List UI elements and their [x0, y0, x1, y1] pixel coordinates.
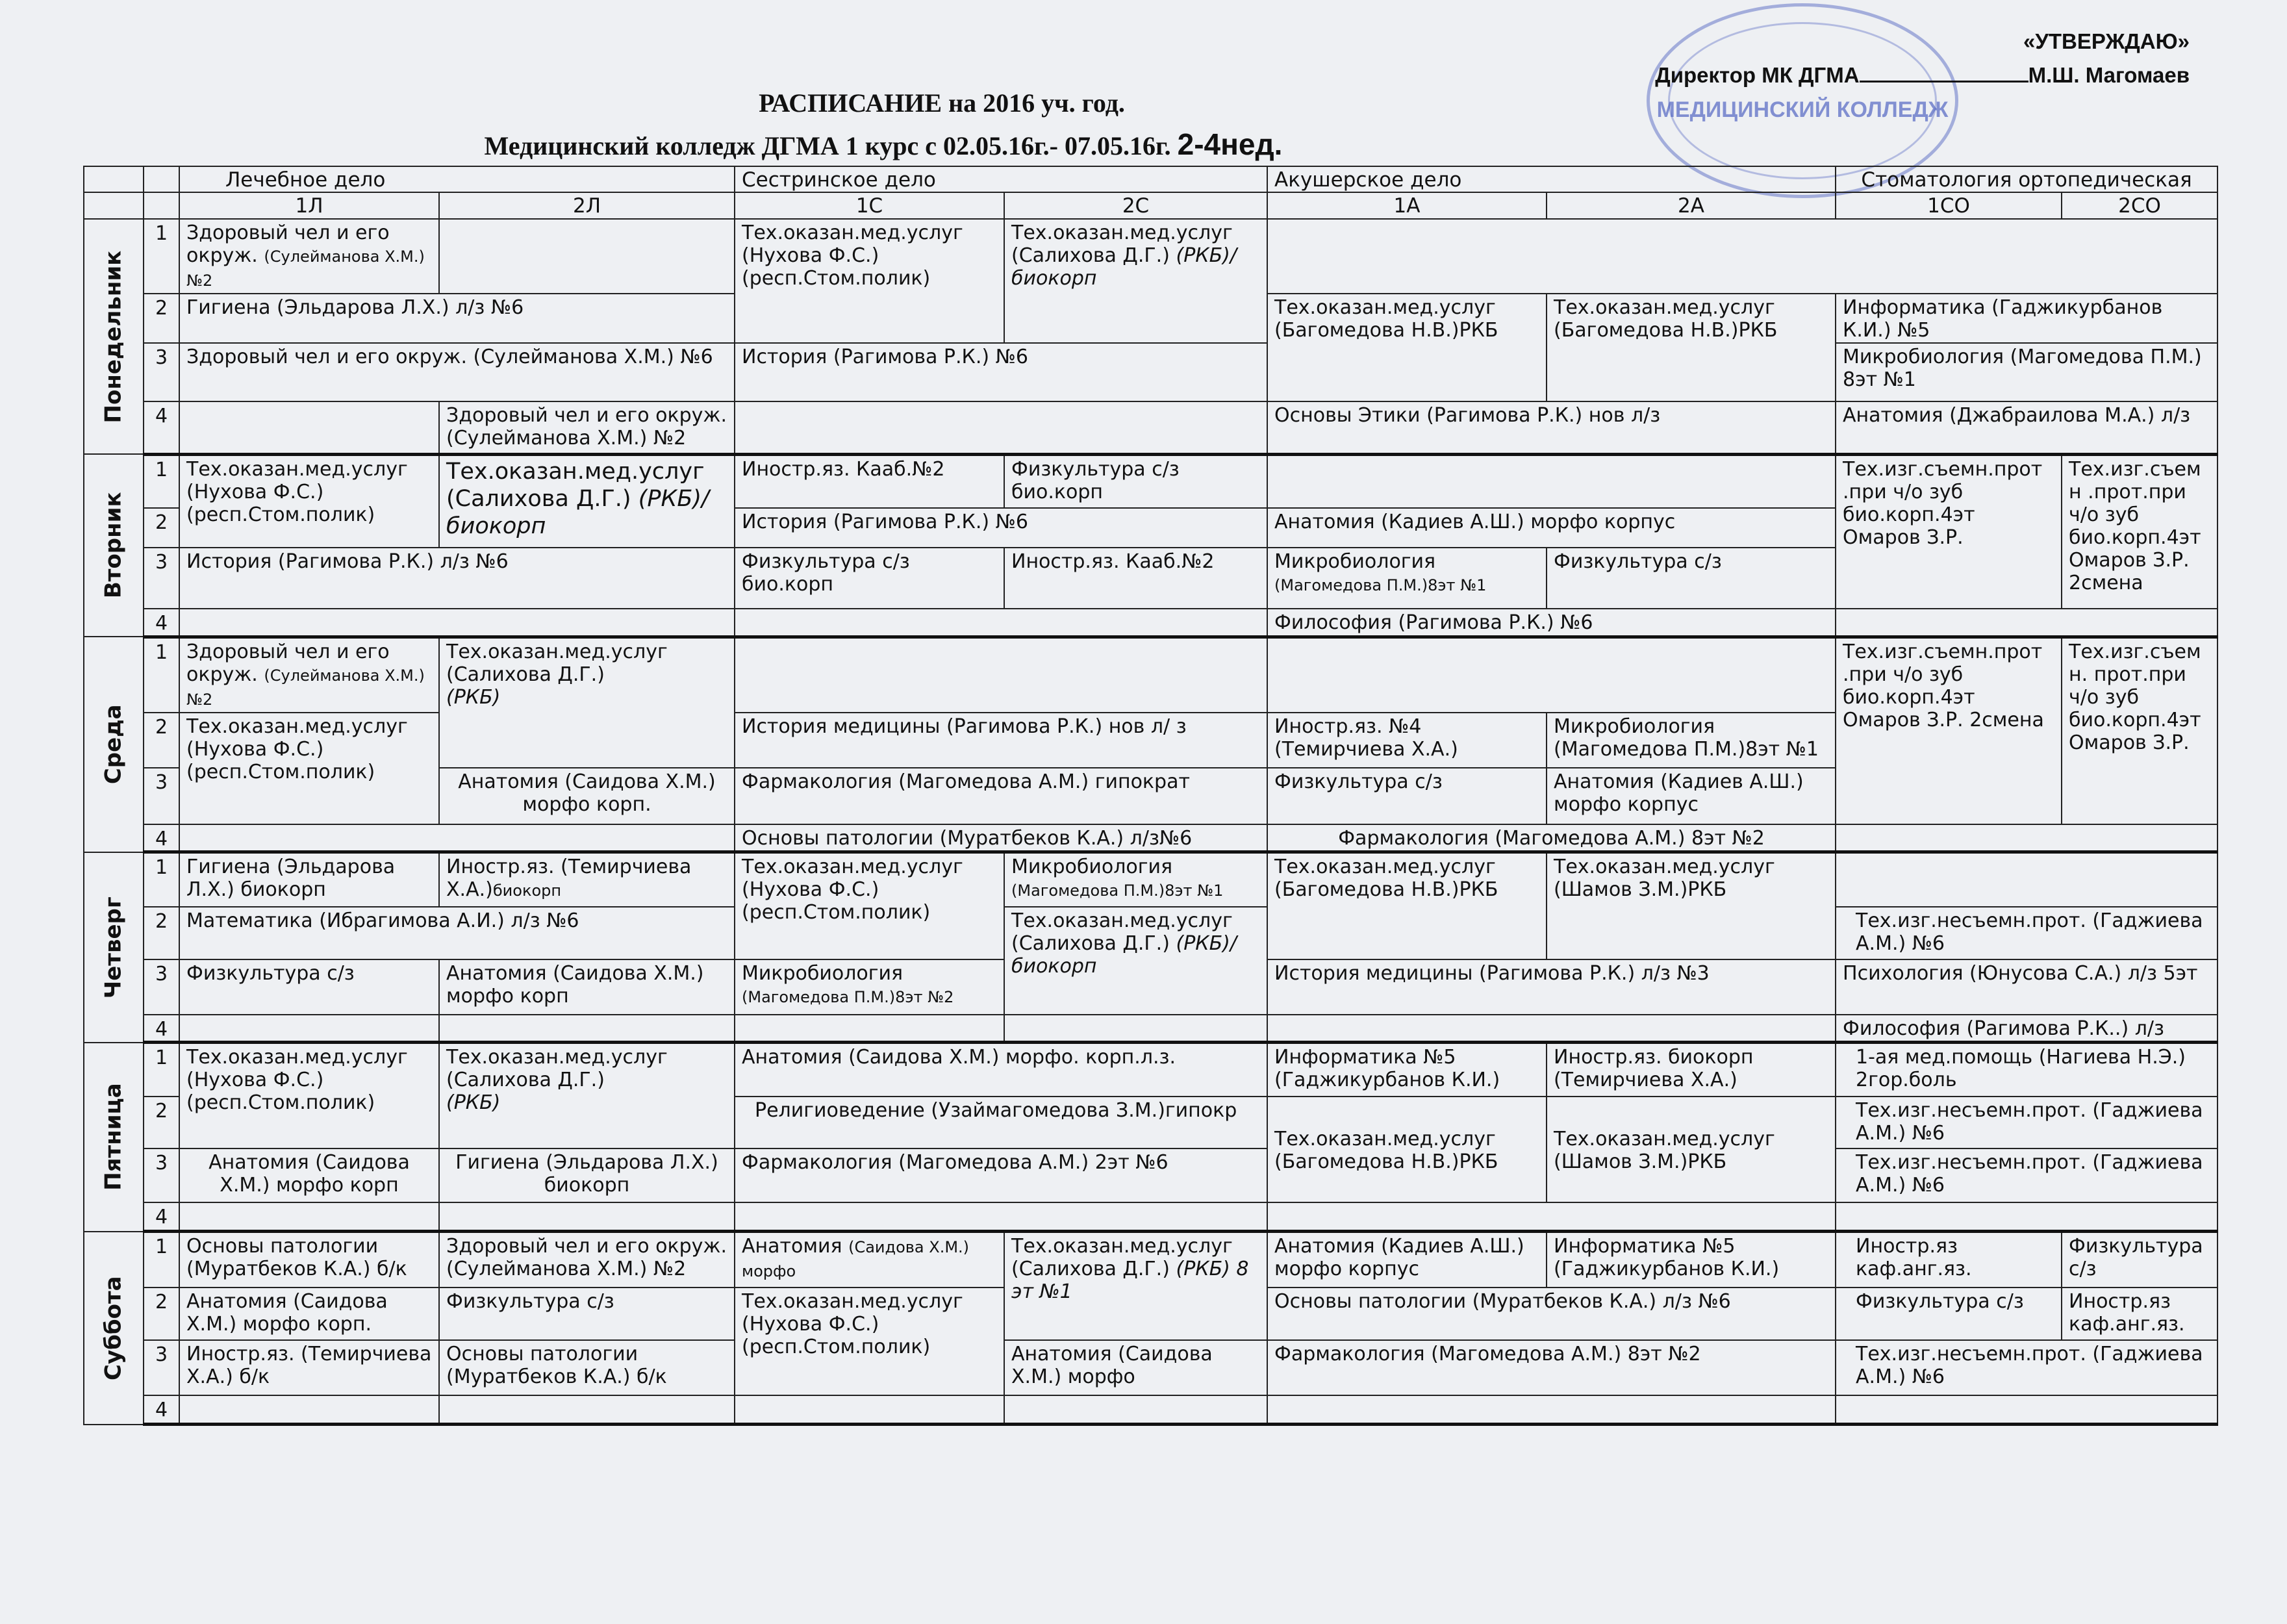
lesson-cell: Тех.оказан.мед.услуг (Шамов З.М.)РКБ — [1547, 852, 1836, 960]
lesson-cell: Религиоведение (Узаймагомедова З.М.)гипокр — [735, 1097, 1267, 1149]
lesson-text: Тех.оказан.мед.услуг (Салихова Д.Г.) — [1011, 1235, 1233, 1281]
group-1so: 1СО — [1836, 192, 2062, 218]
lesson-cell: Основы патологии (Муратбеков К.А.) б/к — [179, 1232, 439, 1288]
lesson-teacher: (Магомедова П.М.)8эт №1 — [1274, 576, 1487, 594]
lesson-cell: Информатика №5 (Гаджикурбанов К.И.) — [1267, 1043, 1547, 1097]
pair-number: 1 — [144, 219, 179, 294]
signature-blank — [1860, 61, 2028, 82]
specialty-stomatologia: Стоматология ортопедическая — [1836, 166, 2218, 192]
schedule-table — [83, 166, 2218, 1426]
lesson-cell: Фармакология (Магомедова А.М.) гипократ — [735, 768, 1267, 824]
lesson-teacher: (Сулейманова Х.М.) №2 — [186, 247, 425, 290]
pair-number: 4 — [144, 609, 179, 637]
lesson-cell: Тех.оказан.мед.услуг (Багомедова Н.В.)РКБ — [1267, 294, 1547, 402]
empty-cell — [1267, 637, 1836, 713]
empty-cell — [1836, 1395, 2218, 1425]
lesson-teacher: (Магомедова П.М.)8эт №2 — [742, 988, 954, 1007]
pair-number: 3 — [144, 959, 179, 1015]
wednesday-pair-4 — [84, 824, 2218, 852]
lesson-cell: Иностр.яз. (Темирчиева Х.А.) б/к — [179, 1340, 439, 1395]
lesson-cell — [179, 637, 439, 713]
lesson-cell: Фармакология (Магомедова А.М.) 8эт №2 — [1267, 1340, 1836, 1395]
lesson-cell: История (Рагимова Р.К.) №6 — [735, 343, 1267, 402]
lesson-cell: Здоровый чел и его окруж. (Сулейманова Х.М.) №2 — [439, 401, 735, 454]
empty-cell — [179, 609, 735, 637]
group-2c: 2С — [1004, 192, 1267, 218]
lesson-cell: Анатомия (Саидова Х.М.) морфо корп. — [439, 768, 735, 824]
lesson-cell: Тех.изг.съемн.прот .при ч/о зуб био.корп.4эт Омаров З.Р. — [1836, 454, 2062, 609]
thursday-pair-4 — [84, 1015, 2218, 1043]
lesson-place: биокорп — [492, 882, 562, 900]
empty-cell — [1836, 852, 2218, 907]
director-name: М.Ш. Магомаев — [2028, 63, 2190, 87]
page-title: РАСПИСАНИЕ на 2016 уч. год. — [759, 88, 1125, 118]
empty-cell — [1267, 1395, 1836, 1425]
monday-pair-4 — [84, 401, 2218, 454]
lesson-cell — [1004, 907, 1267, 1015]
pair-number: 4 — [144, 824, 179, 852]
lesson-cell: Тех.изг.несъемн.прот. (Гаджиева А.М.) №6 — [1836, 907, 2218, 959]
lesson-cell: Основы патологии (Муратбеков К.А.) л/з №6 — [1267, 1288, 1836, 1340]
pair-number: 3 — [144, 1340, 179, 1395]
lesson-cell — [439, 852, 735, 907]
group-2so: 2СО — [2062, 192, 2218, 218]
lesson-cell: Тех.изг.несъемн.прот. (Гаджиева А.М.) №6 — [1836, 1097, 2218, 1149]
lesson-cell: Гигиена (Эльдарова Л.Х.) л/з №6 — [179, 294, 735, 343]
lesson-cell: Физкультура с/з био.корп — [735, 548, 1004, 609]
lesson-cell: Анатомия (Кадиев А.Ш.) морфо корпус — [1267, 1232, 1547, 1288]
lesson-cell: История (Рагимова Р.К.) л/з №6 — [179, 548, 735, 609]
lesson-cell: Микробиология (Магомедова П.М.) 8эт №1 — [1836, 343, 2218, 402]
stamp-text: МЕДИЦИНСКИЙ КОЛЛЕДЖ — [1656, 97, 1949, 122]
lesson-cell: Тех.оказан.мед.услуг (Нухова Ф.С.) (респ.Стом.полик) — [179, 1043, 439, 1149]
lesson-text: Тех.оказан.мед.услуг (Салихова Д.Г.) — [446, 1046, 668, 1092]
lesson-cell: Микробиология (Магомедова П.М.)8эт №1 — [1547, 713, 1836, 768]
empty-cell — [179, 1015, 439, 1043]
corner-cell — [144, 166, 179, 192]
lesson-cell: Здоровый чел и его окруж. (Сулейманова Х.М.) №2 — [439, 1232, 735, 1288]
day-wednesday: Среда — [84, 637, 144, 852]
empty-cell — [1267, 219, 2218, 294]
lesson-text: Тех.оказан.мед.услуг (Салихова Д.Г.) — [446, 640, 668, 686]
lesson-cell: Физкультура с/з — [1836, 1288, 2062, 1340]
group-1l: 1Л — [179, 192, 439, 218]
lesson-cell: История медицины (Рагимова Р.К.) л/з №3 — [1267, 959, 1836, 1015]
friday-pair-3 — [84, 1148, 2218, 1202]
tuesday-pair-4 — [84, 609, 2218, 637]
lesson-cell: Тех.оказан.мед.услуг (Нухова Ф.С.) (респ.Стом.полик) — [179, 454, 439, 547]
lesson-cell: Иностр.яз. №4 (Темирчиева Х.А.) — [1267, 713, 1547, 768]
group-1a: 1А — [1267, 192, 1547, 218]
lesson-cell: Основы Этики (Рагимова Р.К.) нов л/з — [1267, 401, 1836, 454]
lesson-cell: Иностр.яз каф.анг.яз. — [2062, 1288, 2218, 1340]
lesson-cell — [735, 959, 1004, 1015]
lesson-cell: Философия (Рагимова Р.К..) л/з — [1836, 1015, 2218, 1043]
lesson-cell: История (Рагимова Р.К.) №6 — [735, 508, 1267, 548]
day-monday: Понедельник — [84, 219, 144, 454]
group-2a: 2А — [1547, 192, 1836, 218]
pair-number: 2 — [144, 1288, 179, 1340]
empty-cell — [1836, 1202, 2218, 1231]
lesson-text: Здоровый чел и его окруж. — [186, 221, 390, 267]
saturday-pair-4 — [84, 1395, 2218, 1425]
thursday-pair-2 — [84, 907, 2218, 959]
lesson-cell: Тех.изг.съемн. прот.при ч/о зуб био.корп.4эт Омаров З.Р. — [2062, 637, 2218, 824]
empty-cell — [179, 401, 439, 454]
lesson-cell: История медицины (Рагимова Р.К.) нов л/ з — [735, 713, 1267, 768]
lesson-cell: Физкультура с/з био.корп — [1004, 454, 1267, 508]
empty-cell — [439, 1202, 735, 1231]
lesson-teacher: (Саидова Х.М.) морфо — [742, 1238, 970, 1281]
lesson-cell: Анатомия (Джабраилова М.А.) л/з — [1836, 401, 2218, 454]
lesson-cell: Иностр.яз каф.анг.яз. — [1836, 1232, 2062, 1288]
lesson-text: Микробиология — [1274, 550, 1436, 573]
empty-cell — [735, 1395, 1004, 1425]
lesson-cell: Тех.изг.съемн .прот.при ч/о зуб био.корп.4эт Омаров З.Р. 2смена — [2062, 454, 2218, 609]
empty-cell — [439, 219, 735, 294]
lesson-cell: Фармакология (Магомедова А.М.) 2эт №6 — [735, 1148, 1267, 1202]
director-position: Директор МК ДГМА — [1655, 63, 1860, 87]
pair-number: 4 — [144, 1395, 179, 1425]
lesson-cell — [1267, 548, 1547, 609]
empty-cell — [735, 609, 1267, 637]
lesson-cell: Иностр.яз. Кааб.№2 — [735, 454, 1004, 508]
lesson-cell: Физкультура с/з — [179, 959, 439, 1015]
lesson-cell: Тех.оказан.мед.услуг (Шамов З.М.)РКБ — [1547, 1097, 1836, 1203]
lesson-cell: Основы патологии (Муратбеков К.А.) л/з№6 — [735, 824, 1267, 852]
empty-cell — [1267, 454, 1836, 508]
approval-heading: «УТВЕРЖДАЮ» — [2023, 29, 2190, 53]
group-2l: 2Л — [439, 192, 735, 218]
lesson-cell: Анатомия (Саидова Х.М.) морфо корп — [179, 1148, 439, 1202]
lesson-cell: Иностр.яз. биокорп (Темирчиева Х.А.) — [1547, 1043, 1836, 1097]
lesson-cell: Анатомия (Кадиев А.Ш.) морфо корпус — [1267, 508, 1836, 548]
empty-cell — [735, 637, 1267, 713]
lesson-cell — [735, 1232, 1004, 1288]
lesson-cell: Физкультура с/з — [1547, 548, 1836, 609]
lesson-cell — [179, 219, 439, 294]
friday-pair-4 — [84, 1202, 2218, 1231]
lesson-cell: Информатика (Гаджикурбанов К.И.) №5 — [1836, 294, 2218, 343]
day-saturday: Суббота — [84, 1232, 144, 1425]
empty-cell — [1004, 1015, 1267, 1043]
lesson-place: (РКБ)/ биокорп — [1011, 244, 1237, 290]
pair-number: 3 — [144, 768, 179, 824]
lesson-cell — [439, 637, 735, 767]
lesson-cell: Иностр.яз. Кааб.№2 — [1004, 548, 1267, 609]
empty-cell — [179, 1395, 439, 1425]
empty-cell — [179, 1202, 439, 1231]
specialty-sestrinskoe: Сестринское дело — [735, 166, 1267, 192]
empty-cell — [735, 401, 1267, 454]
lesson-cell: Тех.оказан.мед.услуг (Багомедова Н.В.)РКБ — [1547, 294, 1836, 402]
corner-cell — [84, 166, 144, 192]
lesson-cell: Тех.оказан.мед.услуг (Нухова Ф.С.) (респ.Стом.полик) — [735, 219, 1004, 343]
lesson-cell: Гигиена (Эльдарова Л.Х.) биокорп — [439, 1148, 735, 1202]
lesson-text: Тех.оказан.мед.услуг (Салихова Д.Г.) — [1011, 909, 1233, 956]
approval-block — [1655, 25, 2190, 92]
page-subtitle — [0, 127, 1825, 162]
lesson-cell: Философия (Рагимова Р.К.) №6 — [1267, 609, 1836, 637]
specialty-lechebnoe: Лечебное дело — [179, 166, 735, 192]
weeks-label: 2-4нед. — [1177, 127, 1283, 161]
pair-number: 1 — [144, 454, 179, 508]
lesson-place: (РКБ)/биокорп — [446, 485, 709, 539]
monday-pair-3 — [84, 343, 2218, 402]
monday-pair-1 — [84, 219, 2218, 294]
saturday-pair-1 — [84, 1232, 2218, 1288]
lesson-cell: Тех.изг.несъемн.прот. (Гаджиева А.М.) №6 — [1836, 1340, 2218, 1395]
empty-cell — [1267, 1015, 1836, 1043]
tuesday-pair-1 — [84, 454, 2218, 508]
lesson-cell: Тех.изг.съемн.прот .при ч/о зуб био.корп.4эт Омаров З.Р. 2смена — [1836, 637, 2062, 824]
empty-cell — [1004, 1395, 1267, 1425]
lesson-cell: Физкультура с/з — [1267, 768, 1547, 824]
lesson-cell: Анатомия (Саидова Х.М.) морфо корп — [439, 959, 735, 1015]
pair-number: 1 — [144, 1232, 179, 1288]
lesson-cell: Тех.оказан.мед.услуг (Багомедова Н.В.)РКБ — [1267, 1097, 1547, 1203]
pair-number: 3 — [144, 548, 179, 609]
lesson-cell: Гигиена (Эльдарова Л.Х.) биокорп — [179, 852, 439, 907]
pair-number: 2 — [144, 713, 179, 768]
group-header-row — [84, 192, 2218, 218]
lesson-text: Тех.оказан.мед.услуг (Салихова Д.Г.) — [1011, 221, 1233, 267]
lesson-cell — [1004, 219, 1267, 343]
lesson-cell: Тех.оказан.мед.услуг (Нухова Ф.С.) (респ.Стом.полик) — [735, 1288, 1004, 1395]
saturday-pair-3 — [84, 1340, 2218, 1395]
lesson-place: (РКБ) — [446, 1091, 501, 1115]
lesson-text: Иностр.яз. (Темирчиева Х.А.) — [446, 856, 692, 901]
specialty-akusherskoe: Акушерское дело — [1267, 166, 1836, 192]
empty-cell — [735, 1015, 1004, 1043]
corner-cell — [144, 192, 179, 218]
lesson-cell: Основы патологии (Муратбеков К.А.) б/к — [439, 1340, 735, 1395]
empty-cell — [179, 824, 735, 852]
empty-cell — [439, 1015, 735, 1043]
lesson-cell — [439, 1043, 735, 1149]
pair-number: 2 — [144, 508, 179, 548]
lesson-cell — [439, 454, 735, 547]
lesson-cell: Анатомия (Кадиев А.Ш.) морфо корпус — [1547, 768, 1836, 824]
pair-number: 1 — [144, 637, 179, 713]
pair-number: 2 — [144, 294, 179, 343]
lesson-place: (РКБ)/ биокорп — [1011, 932, 1237, 978]
pair-number: 3 — [144, 343, 179, 402]
lesson-place: (РКБ) 8 эт №1 — [1011, 1258, 1249, 1304]
specialty-header-row — [84, 166, 2218, 192]
corner-cell — [84, 192, 144, 218]
pair-number: 1 — [144, 852, 179, 907]
group-1c: 1С — [735, 192, 1004, 218]
lesson-cell: Тех.оказан.мед.услуг (Нухова Ф.С.) (респ.Стом.полик) — [179, 713, 439, 824]
lesson-cell: Информатика №5 (Гаджикурбанов К.И.) — [1547, 1232, 1836, 1288]
empty-cell — [1267, 1202, 1836, 1231]
lesson-cell: Психология (Юнусова С.А.) л/з 5эт — [1836, 959, 2218, 1015]
subtitle-text: Медицинский колледж ДГМА 1 курс с 02.05.16г.- 07.05.16г. — [484, 131, 1171, 160]
lesson-cell: Здоровый чел и его окруж. (Сулейманова Х.М.) №6 — [179, 343, 735, 402]
lesson-teacher: (Магомедова П.М.)8эт №1 — [1011, 882, 1224, 900]
lesson-cell — [1004, 1232, 1267, 1341]
lesson-text: Микробиология — [742, 962, 903, 985]
empty-cell — [1836, 609, 2218, 637]
lesson-cell: Анатомия (Саидова Х.М.) морфо — [1004, 1340, 1267, 1395]
lesson-cell: Тех.оказан.мед.услуг (Нухова Ф.С.) (респ.Стом.полик) — [735, 852, 1004, 960]
day-friday: Пятница — [84, 1043, 144, 1232]
pair-number: 4 — [144, 1015, 179, 1043]
lesson-cell: Физкультура с/з — [439, 1288, 735, 1340]
lesson-cell — [1004, 852, 1267, 907]
friday-pair-1 — [84, 1043, 2218, 1097]
lesson-text: Микробиология — [1011, 856, 1173, 878]
lesson-cell: Анатомия (Саидова Х.М.) морфо. корп.л.з. — [735, 1043, 1267, 1097]
lesson-text: Анатомия — [742, 1235, 842, 1258]
lesson-cell: Тех.оказан.мед.услуг (Багомедова Н.В.)РКБ — [1267, 852, 1547, 960]
pair-number: 2 — [144, 907, 179, 959]
empty-cell — [1836, 824, 2218, 852]
lesson-cell: Математика (Ибрагимова А.И.) л/з №6 — [179, 907, 735, 959]
pair-number: 3 — [144, 1148, 179, 1202]
lesson-cell: 1-ая мед.помощь (Нагиева Н.Э.) 2гор.боль — [1836, 1043, 2218, 1097]
day-thursday: Четверг — [84, 852, 144, 1043]
lesson-cell: Тех.изг.несъемн.прот. (Гаджиева А.М.) №6 — [1836, 1148, 2218, 1202]
lesson-text: Тех.оказан.мед.услуг (Салихова Д.Г.) — [446, 458, 705, 512]
pair-number: 4 — [144, 1202, 179, 1231]
lesson-cell: Физкультура с/з — [2062, 1232, 2218, 1288]
lesson-place: (РКБ) — [446, 685, 501, 709]
empty-cell — [735, 1202, 1267, 1231]
pair-number: 4 — [144, 401, 179, 454]
lesson-cell: Анатомия (Саидова Х.М.) морфо корп. — [179, 1288, 439, 1340]
lesson-cell: Фармакология (Магомедова А.М.) 8эт №2 — [1267, 824, 1836, 852]
day-tuesday: Вторник — [84, 454, 144, 637]
pair-number: 2 — [144, 1097, 179, 1149]
thursday-pair-1 — [84, 852, 2218, 907]
pair-number: 1 — [144, 1043, 179, 1097]
empty-cell — [439, 1395, 735, 1425]
lesson-teacher: (Сулейманова Х.М.) №2 — [186, 666, 425, 709]
lesson-text: Здоровый чел и его окруж. — [186, 640, 390, 686]
wednesday-pair-1 — [84, 637, 2218, 713]
